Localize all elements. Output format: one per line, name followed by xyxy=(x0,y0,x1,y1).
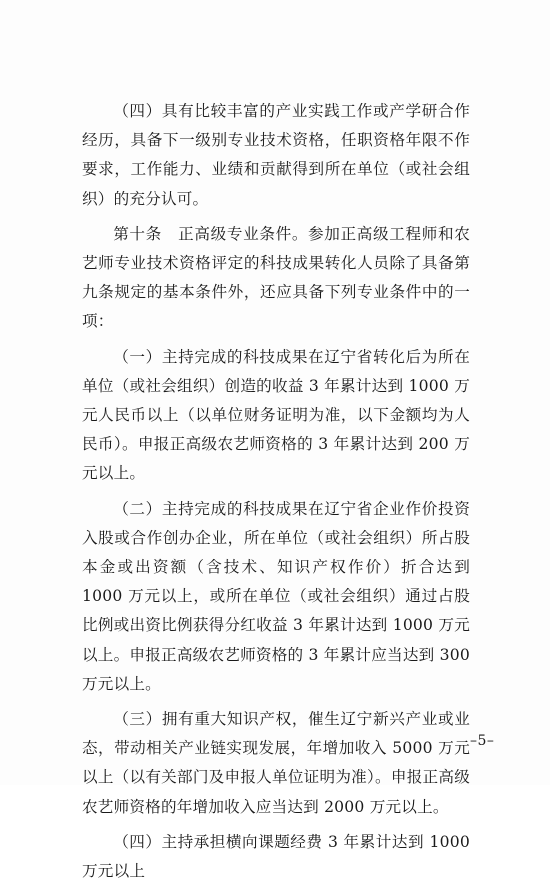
paragraph-condition-two: （二）主持完成的科技成果在辽宁省企业作价投资入股或合作创办企业，所在单位（或社会组织）所占股本金或出资额（含技术、知识产权作价）折合达到 1000 万元以上，或所在单位（或社会组织）通过占股比例或出资比例获得分红收益 3 年累计达到 1000 万元以上。申报正高级农艺师资格的 3 年累计应当达到 300 万元以上。 xyxy=(82,499,470,693)
document-body xyxy=(82,97,470,886)
page-number: –5– xyxy=(470,733,495,749)
paragraph-condition-four: （四）主持承担横向课题经费 3 年累计达到 1000 万元以上 xyxy=(82,832,470,881)
paragraph-qualification-four: （四）具有比较丰富的产业实践工作或产学研合作经历，具备下一级别专业技术资格，任职资格年限不作要求，工作能力、业绩和贡献得到所在单位（或社会组织）的充分认可。 xyxy=(82,102,470,208)
paragraph-condition-three: （三）拥有重大知识产权，催生辽宁新兴产业或业态，带动相关产业链实现发展，年增加收入 5000 万元以上（以有关部门及申报人单位证明为准）。申报正高级农艺师资格的年增加收入应当达到 2000 万元以上。 xyxy=(82,710,470,816)
paragraph-condition-one: （一）主持完成的科技成果在辽宁省转化后为所在单位（或社会组织）创造的收益 3 年累计达到 1000 万元人民币以上（以单位财务证明为准，以下金额均为人民币）。申报正高级农艺师资格的 3 年累计达到 200 万元以上。 xyxy=(82,347,470,483)
paragraph-article-ten: 第十条 正高级专业条件。参加正高级工程师和农艺师专业技术资格评定的科技成果转化人员除了具备第九条规定的基本条件外，还应具备下列专业条件中的一项： xyxy=(82,224,470,331)
